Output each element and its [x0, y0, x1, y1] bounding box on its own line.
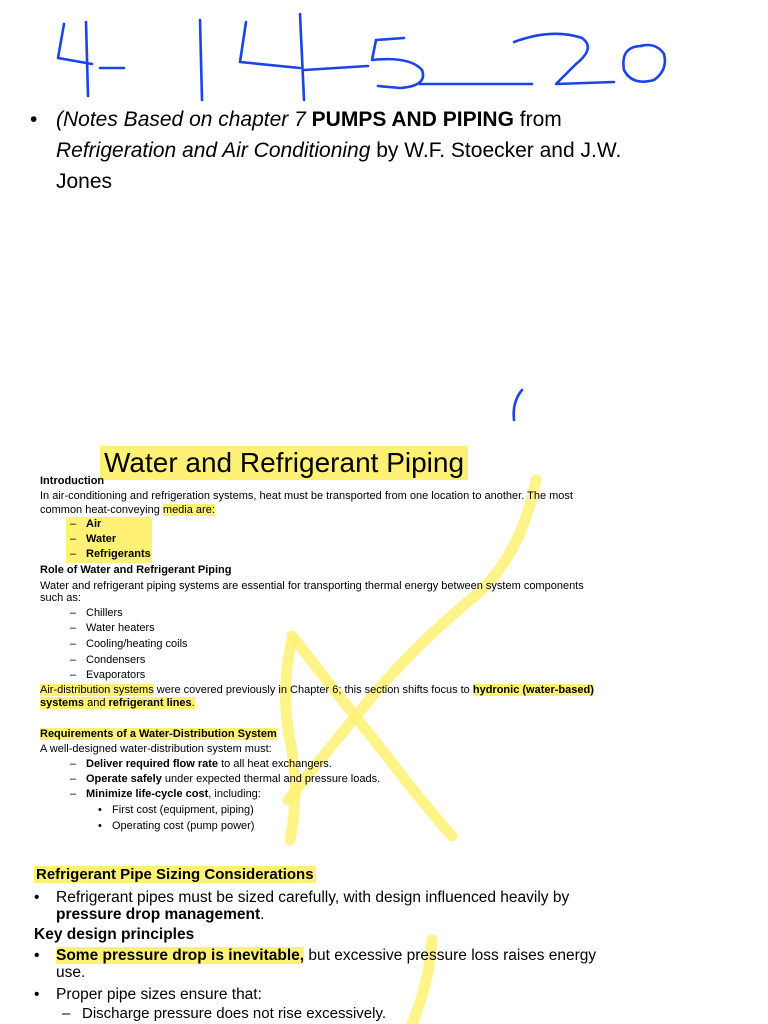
- note-authors: by W.F. Stoecker and J.W.: [370, 139, 622, 162]
- principle-2: • Proper pipe sizes ensure that:: [34, 986, 262, 1003]
- component-item: – Chillers: [70, 607, 123, 619]
- note-book-title: Refrigeration and Air Conditioning: [56, 139, 371, 162]
- principle-1-cont: use.: [56, 964, 86, 981]
- shift-line-2: systems and refrigerant lines.: [40, 697, 195, 709]
- role-line-1: Water and refrigerant piping systems are essential for transporting thermal energy between system components: [40, 580, 584, 592]
- source-note: [30, 104, 730, 197]
- role-heading: Role of Water and Refrigerant Piping: [40, 564, 232, 576]
- note-from: from: [513, 108, 562, 131]
- intro-line-2: common heat-conveying media are:: [40, 504, 215, 516]
- sizing-bullet-1: • Refrigerant pipes must be sized carefully, with design influenced heavily by: [34, 889, 570, 906]
- intro-heading: Introduction: [40, 475, 105, 487]
- note-line-3: [56, 166, 730, 197]
- intro-line-1: In air-conditioning and refrigeration systems, heat must be transported from one location to another. The most: [40, 490, 573, 502]
- requirement-item: – Operate safely under expected thermal and pressure loads.: [70, 773, 381, 785]
- principle-2-sub: – Discharge pressure does not rise excessively.: [62, 1005, 387, 1022]
- sizing-bullet-1-cont: pressure drop management.: [56, 906, 265, 923]
- requirement-item: – Minimize life-cycle cost, including:: [70, 788, 261, 800]
- shift-line-1: Air-distribution systems were covered previously in Chapter 6; this section shifts focus to hydronic (water-based): [40, 684, 594, 696]
- requirements-lead: A well-designed water-distribution system must:: [40, 743, 272, 755]
- intro-highlight: media are:: [162, 504, 215, 516]
- cost-sub-item: • Operating cost (pump power): [98, 820, 255, 832]
- requirement-item: – Deliver required flow rate to all heat exchangers.: [70, 758, 332, 770]
- note-authors-cont: Jones: [56, 170, 113, 193]
- key-principles-heading: Key design principles: [34, 926, 195, 943]
- component-item: – Water heaters: [70, 622, 155, 634]
- media-item-refrigerants: – Refrigerants: [70, 548, 151, 560]
- requirements-heading: Requirements of a Water-Distribution System: [40, 728, 277, 740]
- note-line-2: [56, 135, 730, 166]
- media-item-air: – Air: [70, 518, 102, 530]
- principle-1: • Some pressure drop is inevitable, but excessive pressure loss raises energy: [34, 947, 597, 964]
- page-title: Water and Refrigerant Piping: [100, 446, 468, 480]
- note-chapter-title: PUMPS AND PIPING: [311, 108, 514, 131]
- media-item-water: – Water: [70, 533, 117, 545]
- sizing-heading: Refrigerant Pipe Sizing Considerations: [36, 866, 314, 883]
- component-item: – Cooling/heating coils: [70, 638, 188, 650]
- note-italic-prefix: (Notes Based on chapter 7: [56, 108, 312, 131]
- bullet: •: [30, 108, 38, 131]
- cost-sub-item: • First cost (equipment, piping): [98, 804, 254, 816]
- component-item: – Evaporators: [70, 669, 146, 681]
- note-line-1: [56, 104, 730, 135]
- component-item: – Condensers: [70, 654, 146, 666]
- role-line-2: such as:: [40, 592, 81, 604]
